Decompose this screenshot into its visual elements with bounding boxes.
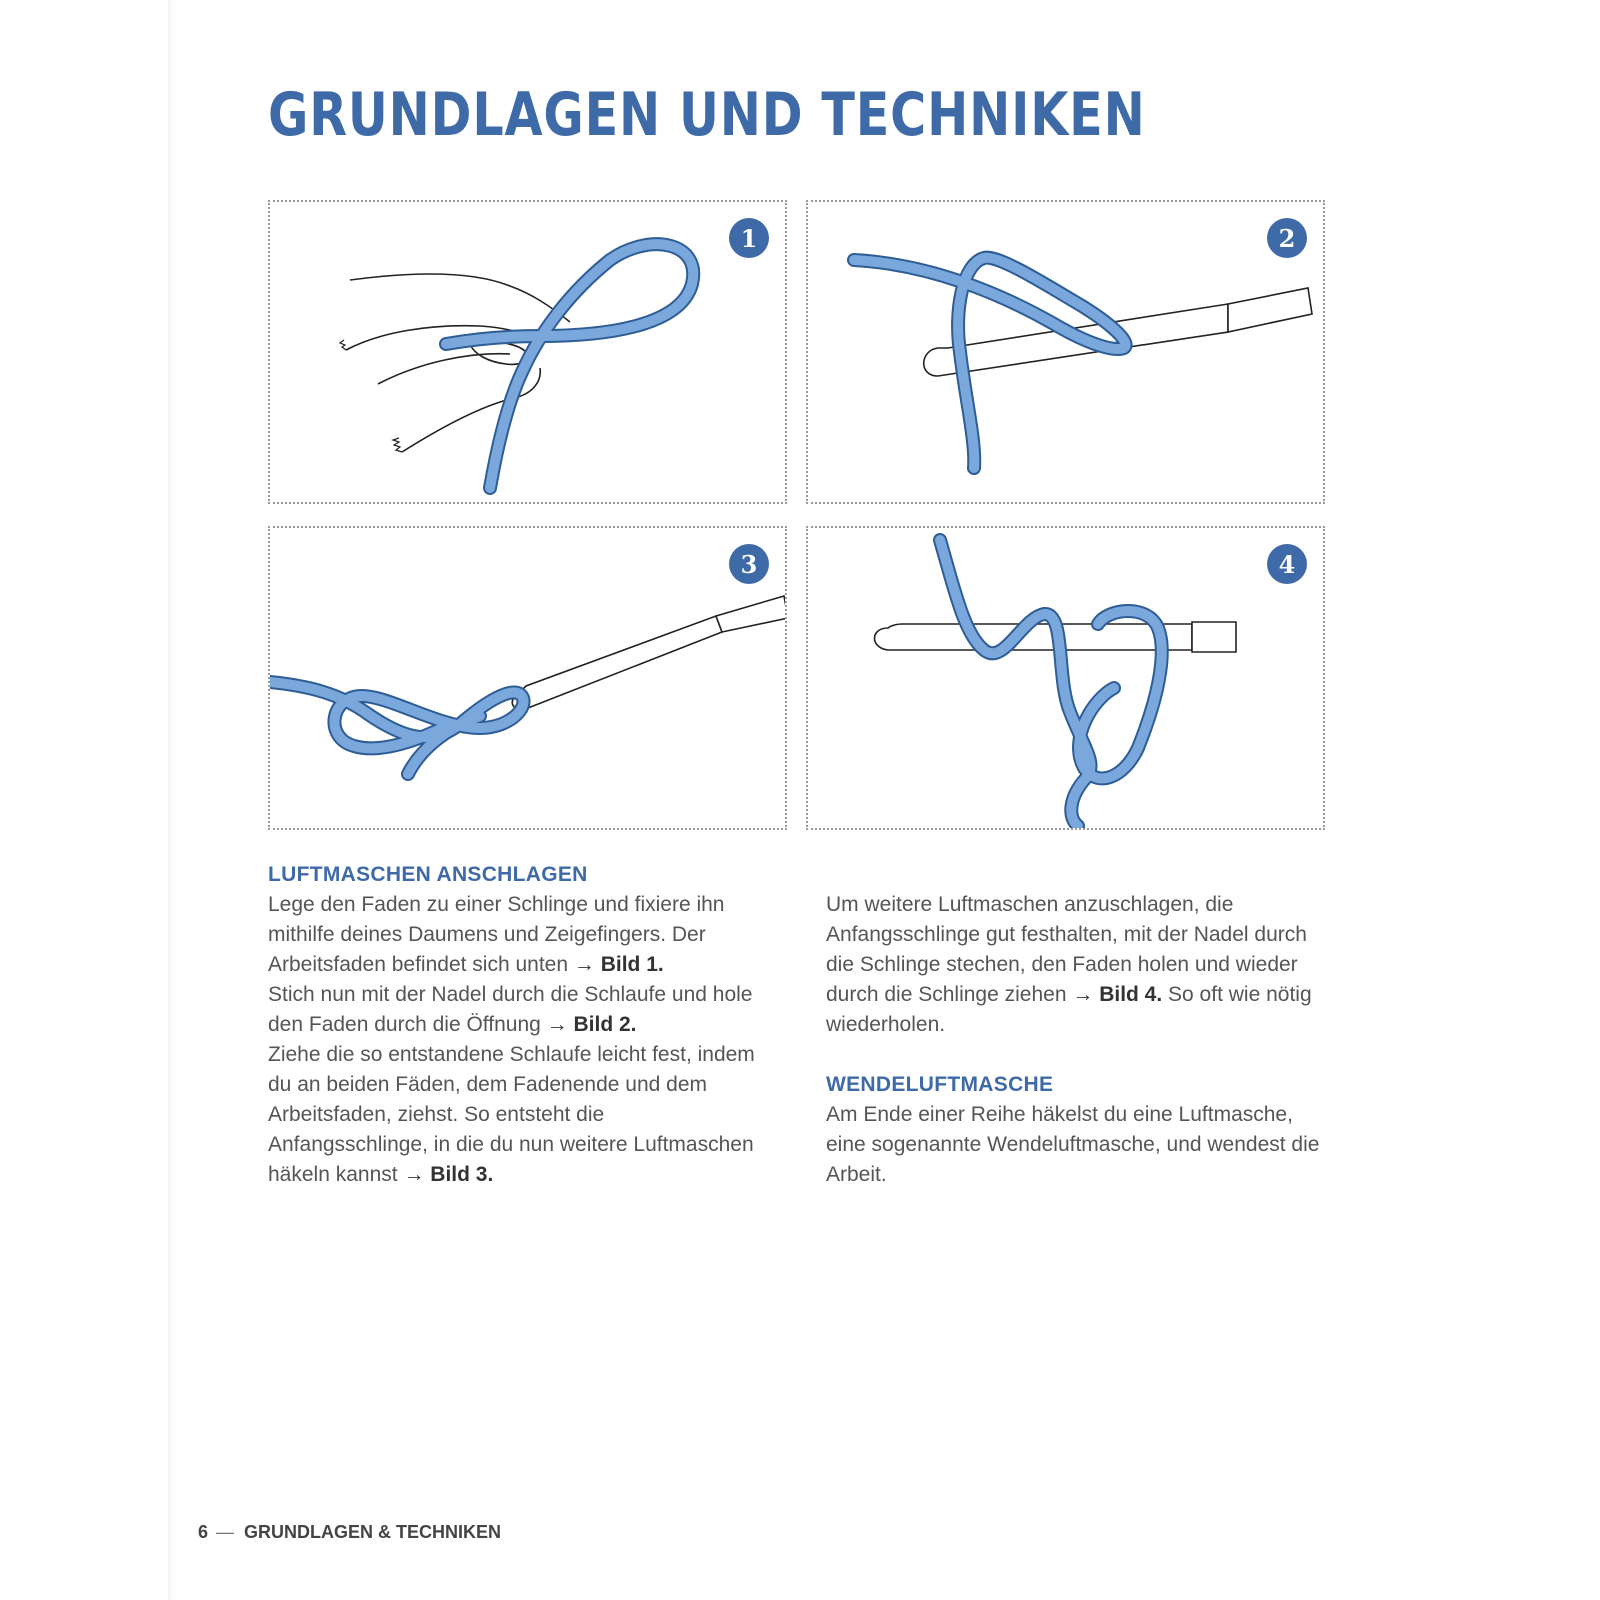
arrow-icon: →: [573, 953, 601, 976]
figure-4: [806, 526, 1325, 830]
figure-ref-3: Bild 3.: [430, 1163, 494, 1186]
figure-4-badge: 4: [1267, 544, 1307, 584]
text-column-left: [268, 860, 768, 1190]
paragraph-4: [826, 890, 1326, 1040]
footer-dash: —: [216, 1522, 235, 1542]
arrow-icon: →: [403, 1163, 431, 1186]
footer-label: GRUNDLAGEN & TECHNIKEN: [244, 1522, 502, 1542]
figure-ref-2: Bild 2.: [573, 1013, 637, 1036]
figure-3: [268, 526, 787, 830]
section-heading-wendeluftmasche: WENDELUFTMASCHE: [826, 1073, 1054, 1096]
arrow-icon: →: [546, 1013, 574, 1036]
page-title: GRUNDLAGEN UND TECHNIKEN: [268, 80, 1146, 150]
paragraph-2: [268, 980, 768, 1040]
figure-3-badge: 3: [729, 544, 769, 584]
paragraph-1-text: Lege den Faden zu einer Schlinge und fixiere ihn mithilfe deines Daumens und Zeigefingers. Der Arbeitsfaden befindet sich unten: [268, 893, 725, 976]
figure-3-illustration: [270, 528, 787, 830]
paragraph-4-tail: So oft wie nötig wiederholen.: [826, 983, 1312, 1036]
paragraph-3-text: Ziehe die so entstandene Schlaufe leicht fest, indem du an beiden Fäden, dem Fadenende und dem Arbeitsfaden, ziehst. So entsteht die Anfangsschlinge, in die du nun weitere Luftmaschen häkeln kannst: [268, 1043, 755, 1186]
figure-2-badge: 2: [1267, 218, 1307, 258]
paragraph-4-text: Um weitere Luftmaschen anzuschlagen, die Anfangsschlinge gut festhalten, mit der Nadel durch die Schlinge stechen, den Faden holen und wieder durch die Schlinge ziehen: [826, 893, 1307, 1006]
figure-2-illustration: [808, 202, 1325, 504]
figure-1-badge: 1: [729, 218, 769, 258]
figure-4-illustration: [808, 528, 1325, 830]
paragraph-5: Am Ende einer Reihe häkelst du eine Luftmasche, eine sogenannte Wendeluftmasche, und wendest die Arbeit.: [826, 1103, 1320, 1186]
figure-ref-1: Bild 1.: [600, 953, 664, 976]
figure-ref-4: Bild 4.: [1099, 983, 1163, 1006]
section-heading-luftmaschen: LUFTMASCHEN ANSCHLAGEN: [268, 863, 588, 886]
figure-1-illustration: [270, 202, 787, 504]
figure-2: [806, 200, 1325, 504]
paragraph-3: [268, 1040, 768, 1190]
paragraph-1: [268, 890, 768, 980]
arrow-icon: →: [1072, 983, 1100, 1006]
page-edge: [168, 0, 174, 1600]
page-number: 6: [198, 1522, 209, 1542]
paragraph-2-text: Stich nun mit der Nadel durch die Schlaufe und hole den Faden durch die Öffnung: [268, 983, 753, 1036]
figure-1: [268, 200, 787, 504]
page-footer: [198, 1522, 501, 1543]
text-column-right: [826, 890, 1326, 1190]
